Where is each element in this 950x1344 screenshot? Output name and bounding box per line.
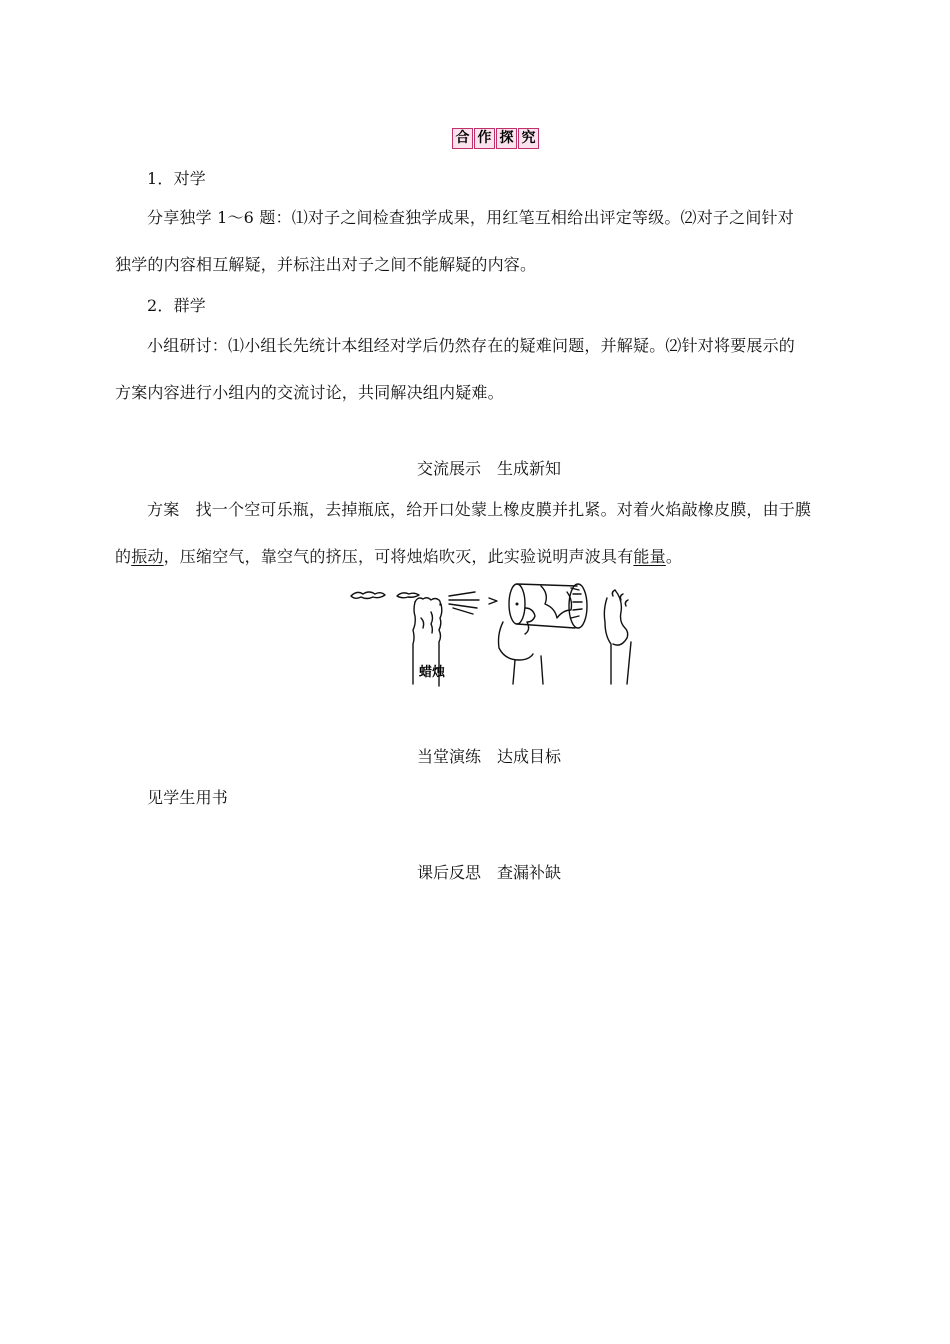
- answer-blank-vibration: 振动: [131, 547, 164, 566]
- exchange-line-2: [115, 547, 682, 567]
- exchange-heading: 交流展示 生成新知: [417, 459, 562, 478]
- stamp-char: 合: [452, 128, 473, 149]
- answer-blank-energy: 能量: [633, 547, 666, 566]
- stamp-char: 作: [474, 128, 495, 149]
- practice-heading: 当堂演练 达成目标: [417, 747, 562, 766]
- smoke-puff-icon: [397, 593, 419, 598]
- duixue-line-2: 独学的内容相互解疑，并标注出对子之间不能解疑的内容。: [115, 255, 537, 274]
- qunxue-title: 2．群学: [147, 296, 206, 315]
- tapping-hand-icon: [604, 590, 631, 684]
- text-run: 。: [665, 547, 683, 566]
- duixue-line-1: 分享独学 1～6 题：⑴对子之间检查独学成果，用红笔互相给出评定等级。⑵对子之间针对: [147, 208, 794, 227]
- stamp-char: 探: [496, 128, 517, 149]
- text-run: 的: [115, 547, 132, 566]
- duixue-title: 1．对学: [147, 169, 206, 188]
- smoke-puff-icon: [351, 592, 385, 599]
- exchange-line-1: 方案 找一个空可乐瓶，去掉瓶底，给开口处蒙上橡皮膜并扎紧。对着火焰敲橡皮膜，由于膜: [147, 500, 812, 519]
- reflection-heading: 课后反思 查漏补缺: [417, 863, 562, 882]
- figure-caption: 蜡烛: [419, 665, 446, 680]
- experiment-illustration: [345, 582, 645, 692]
- bottle-drum-icon: [509, 584, 587, 628]
- stamp-char: 究: [518, 128, 539, 149]
- qunxue-line-1: 小组研讨：⑴小组长先统计本组经对学后仍然存在的疑难问题，并解疑。⑵针对将要展示的: [147, 336, 796, 355]
- qunxue-line-2: 方案内容进行小组内的交流讨论，共同解决组内疑难。: [115, 383, 504, 402]
- practice-body: 见学生用书: [147, 788, 229, 807]
- section-stamp: [452, 128, 540, 150]
- hand-holding-icon: [499, 608, 544, 684]
- sound-wave-lines: [449, 592, 497, 614]
- text-run: ，压缩空气，靠空气的挤压，可将烛焰吹灭，此实验说明声波具有: [163, 547, 634, 566]
